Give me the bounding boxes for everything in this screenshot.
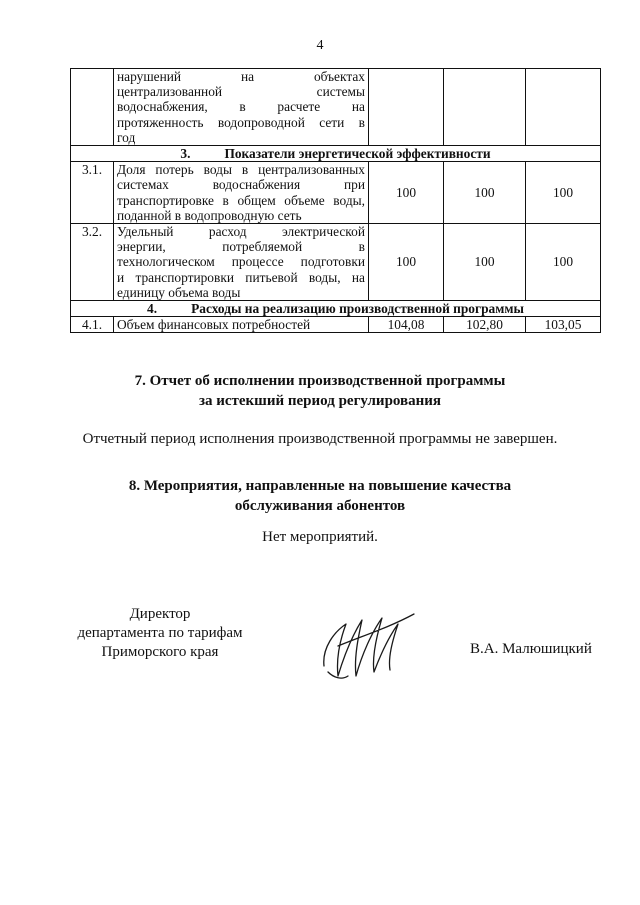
row-description-cell xyxy=(114,224,369,301)
value-cell: 100 xyxy=(526,224,601,301)
row-description-cell xyxy=(114,69,369,146)
description-line: Удельный расход электрической xyxy=(117,224,365,240)
description-line: протяженность водопроводной сети в xyxy=(117,114,365,130)
description-line: единицу объема воды xyxy=(117,284,241,300)
section-8-heading xyxy=(0,476,640,516)
description-line: и транспортировки питьевой воды, на xyxy=(117,269,365,285)
value-cell: 102,80 xyxy=(444,317,526,333)
value-cell: 100 xyxy=(444,162,526,224)
heading-line: 8. Мероприятия, направленные на повышение качества xyxy=(128,478,512,494)
description-line: поданной в водопроводную сеть xyxy=(117,207,302,223)
row-number-cell xyxy=(71,69,114,146)
description-line: энергии, потребляемой в xyxy=(117,239,365,255)
signatory-name: В.А. Малюшицкий xyxy=(470,641,592,657)
description-line: технологическом процессе подготовки xyxy=(117,254,365,270)
value-cell xyxy=(444,69,526,146)
description-line: системах водоснабжения при xyxy=(117,177,365,193)
title-line: департамента по тарифам xyxy=(77,625,243,641)
section-title: Расходы на реализацию производственной программы xyxy=(191,301,524,317)
section-4-heading xyxy=(71,301,601,317)
section-3-heading xyxy=(71,146,601,162)
description-line: централизованной системы xyxy=(117,84,365,100)
value-cell xyxy=(526,69,601,146)
row-description-cell xyxy=(114,162,369,224)
description-line: год xyxy=(117,129,136,145)
row-number-cell: 4.1. xyxy=(71,317,114,333)
heading-line: обслуживания абонентов xyxy=(234,498,406,514)
program-indicators-table xyxy=(70,68,601,333)
row-number-cell: 3.2. xyxy=(71,224,114,301)
row-number-cell: 3.1. xyxy=(71,162,114,224)
table-row xyxy=(71,69,601,146)
page-number: 4 xyxy=(316,38,324,53)
table-row xyxy=(71,162,601,224)
description-line: водоснабжения, в расчете на xyxy=(117,99,365,115)
section-row xyxy=(71,301,601,317)
value-cell: 100 xyxy=(369,224,444,301)
value-cell: 100 xyxy=(444,224,526,301)
value-cell: 100 xyxy=(369,162,444,224)
value-cell: 104,08 xyxy=(369,317,444,333)
table-row xyxy=(71,317,601,333)
row-description-cell: Объем финансовых потребностей xyxy=(114,317,369,333)
section-7-text: Отчетный период исполнения производственной программы не завершен. xyxy=(82,431,558,447)
handwritten-signature xyxy=(318,606,418,686)
value-cell: 103,05 xyxy=(526,317,601,333)
table-row xyxy=(71,224,601,301)
description-line: транспортировке в общем объеме воды, xyxy=(117,192,365,208)
value-cell xyxy=(369,69,444,146)
description-line: Доля потерь воды в централизованных xyxy=(117,162,365,178)
section-8-text: Нет мероприятий. xyxy=(262,529,378,545)
signatory-title xyxy=(60,605,260,662)
value-cell: 100 xyxy=(526,162,601,224)
section-number: 4. xyxy=(147,301,158,317)
section-7-heading xyxy=(0,371,640,411)
section-number: 3. xyxy=(180,146,191,162)
description-line: нарушений на объектах xyxy=(117,69,365,84)
section-title: Показатели энергетической эффективности xyxy=(224,146,491,162)
title-line: Приморского края xyxy=(101,644,219,660)
title-line: Директор xyxy=(129,606,191,622)
section-row xyxy=(71,146,601,162)
heading-line: 7. Отчет об исполнении производственной программы xyxy=(134,373,506,389)
heading-line: за истекший период регулирования xyxy=(198,393,442,409)
